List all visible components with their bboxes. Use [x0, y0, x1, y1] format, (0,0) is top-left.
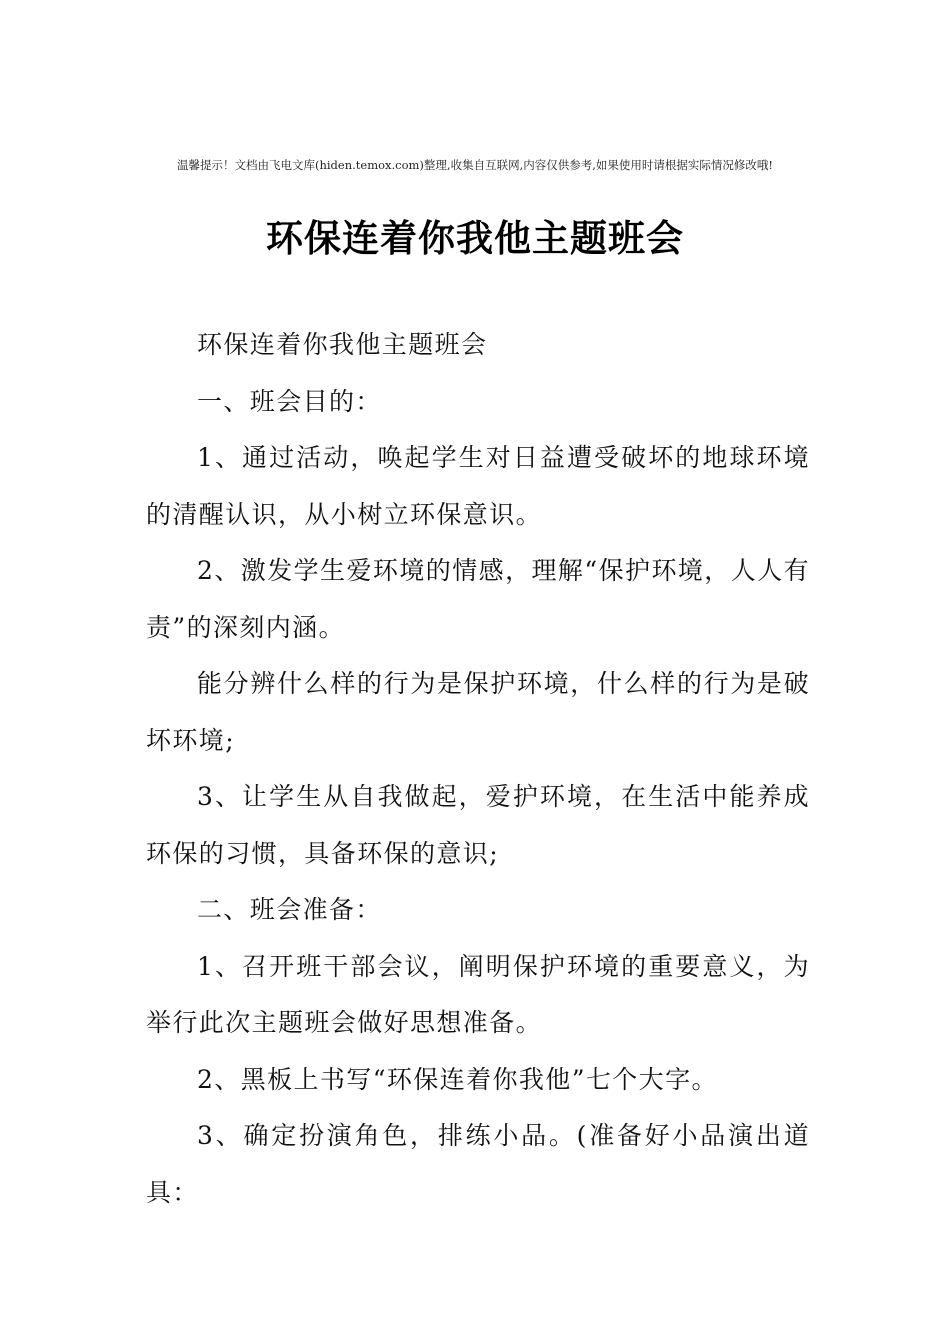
paragraph-preparation-2: 2、黑板上书写“环保连着你我他”七个大字。	[197, 1064, 718, 1094]
section-heading-preparation: 二、班会准备：	[197, 895, 382, 924]
section-heading-objectives: 一、班会目的：	[197, 386, 382, 416]
header-notice: 温馨提示！文档由飞电文库(hiden.temox.com)整理,收集自互联网,内容仅供参考,如果使用时请根据实际情况修改哦!	[176, 158, 774, 172]
document-body	[146, 317, 810, 1221]
paragraph-objective-3: 3、让学生从自我做起，爱护环境，在生活中能养成环保的习惯，具备环保的意识;	[146, 782, 810, 868]
paragraph-subtitle: 环保连着你我他主题班会	[197, 330, 488, 359]
paragraph-objective-2: 2、激发学生爱环境的情感，理解“保护环境，人人有责”的深刻内涵。	[146, 556, 810, 642]
paragraph-objective-2-continued: 能分辨什么样的行为是保护环境，什么样的行为是破坏环境;	[146, 669, 810, 755]
paragraph-preparation-1: 1、召开班干部会议，阐明保护环境的重要意义，为举行此次主题班会做好思想准备。	[146, 951, 810, 1037]
paragraph-preparation-3: 3、确定扮演角色，排练小品。(准备好小品演出道具：	[146, 1121, 810, 1207]
paragraph-objective-1: 1、通过活动，唤起学生对日益遭受破坏的地球环境的清醒认识，从小树立环保意识。	[146, 443, 810, 529]
document-title: 环保连着你我他主题班会	[266, 215, 684, 260]
